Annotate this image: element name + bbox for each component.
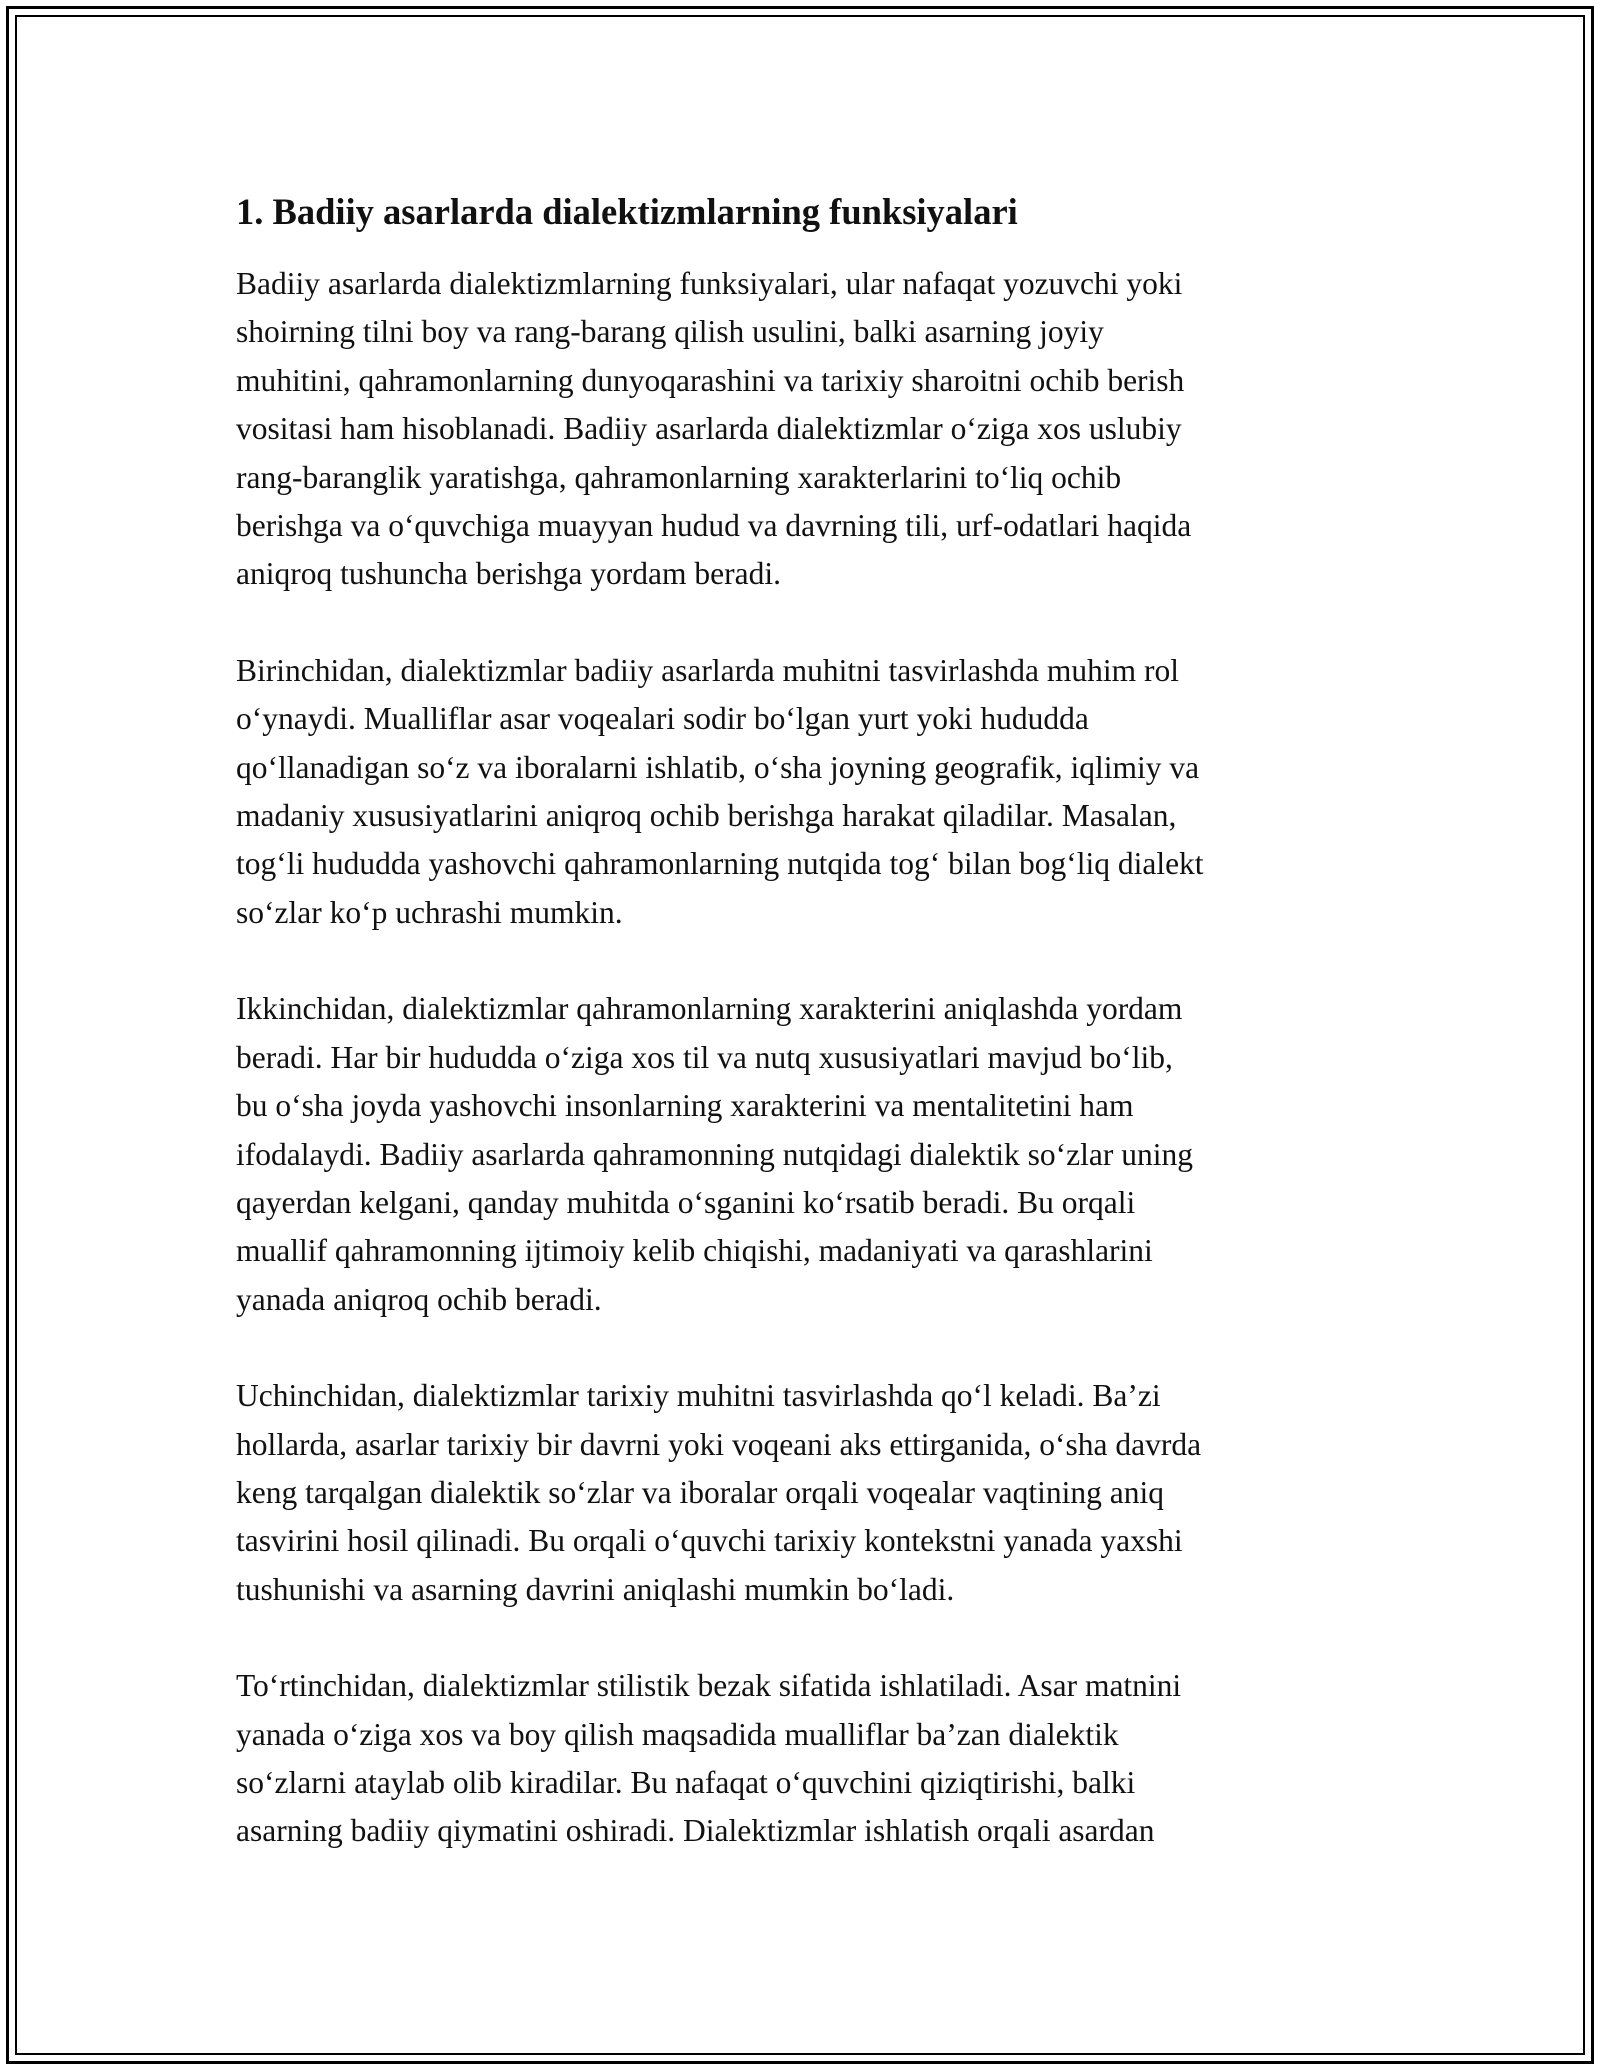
text-line: qayerdan kelgani, qanday muhitda o‘sganini ko‘rsatib beradi. Bu orqali — [236, 1184, 1136, 1220]
text-line: bu o‘sha joyda yashovchi insonlarning xarakterini va mentalitetini ham — [236, 1088, 1134, 1124]
text-line: tushunishi va asarning davrini aniqlashi mumkin bo‘ladi. — [236, 1571, 955, 1607]
text-line: rang-baranglik yaratishga, qahramonlarning xarakterlarini to‘liq ochib — [236, 459, 1122, 495]
text-line: Ikkinchidan, dialektizmlar qahramonlarning xarakterini aniqlashda yordam — [236, 991, 1183, 1027]
text-line: yanada aniqroq ochib beradi. — [236, 1281, 602, 1317]
text-line: berishga va o‘quvchiga muayyan hudud va davrning tili, urf-odatlari haqida — [236, 508, 1192, 544]
text-line: so‘zlarni ataylab olib kiradilar. Bu nafaqat o‘quvchini qiziqtirishi, balki — [236, 1764, 1136, 1800]
text-line: Birinchidan, dialektizmlar badiiy asarlarda muhitni tasvirlashda muhim rol — [236, 652, 1180, 688]
text-line: muallif qahramonning ijtimoiy kelib chiqishi, madaniyati va qarashlarini — [236, 1233, 1153, 1269]
text-line: vositasi ham hisoblanadi. Badiiy asarlarda dialektizmlar o‘ziga xos uslubiy — [236, 411, 1182, 447]
text-line: Badiiy asarlarda dialektizmlarning funksiyalari, ular nafaqat yozuvchi yoki — [236, 266, 1183, 301]
paragraph-2 — [236, 647, 1376, 937]
text-line: muhitini, qahramonlarning dunyoqarashini va tarixiy sharoitni ochib berish — [236, 362, 1185, 398]
text-line: asarning badiiy qiymatini oshiradi. Dialektizmlar ishlatish orqali asardan — [236, 1813, 1155, 1849]
paragraph-4 — [236, 1372, 1376, 1614]
text-line: Uchinchidan, dialektizmlar tarixiy muhitni tasvirlashda qo‘l keladi. Ba’zi — [236, 1378, 1161, 1414]
document-body — [236, 186, 1376, 1904]
text-line: tasvirini hosil qilinadi. Bu orqali o‘quvchi tarixiy kontekstni yanada yaxshi — [236, 1523, 1183, 1559]
text-line: ifodalaydi. Badiiy asarlarda qahramonning nutqidagi dialektik so‘zlar uning — [236, 1136, 1193, 1172]
text-line: o‘ynaydi. Mualliflar asar voqealari sodir bo‘lgan yurt yoki hududda — [236, 701, 1089, 737]
paragraph-1 — [236, 260, 1376, 599]
text-line: keng tarqalgan dialektik so‘zlar va iboralar orqali voqealar vaqtining aniq — [236, 1474, 1165, 1510]
paragraph-5 — [236, 1662, 1376, 1856]
paragraph-3 — [236, 985, 1376, 1324]
text-line: madaniy xususiyatlarini aniqroq ochib berishga harakat qiladilar. Masalan, — [236, 798, 1177, 834]
text-line: To‘rtinchidan, dialektizmlar stilistik bezak sifatida ishlatiladi. Asar matnini — [236, 1668, 1182, 1704]
text-line: hollarda, asarlar tarixiy bir davrni yoki voqeani aks ettirganida, o‘sha davrda — [236, 1426, 1202, 1462]
text-line: tog‘li hududda yashovchi qahramonlarning nutqida tog‘ bilan bog‘liq dialekt — [236, 846, 1204, 882]
text-line: qo‘llanadigan so‘z va iboralarni ishlatib, o‘sha joyning geografik, iqlimiy va — [236, 749, 1200, 785]
text-line: beradi. Har bir hududda o‘ziga xos til va nutq xususiyatlari mavjud bo‘lib, — [236, 1039, 1173, 1075]
text-line: yanada o‘ziga xos va boy qilish maqsadida mualliflar ba’zan dialektik — [236, 1716, 1119, 1752]
text-line: so‘zlar ko‘p uchrashi mumkin. — [236, 894, 623, 930]
text-line: shoirning tilni boy va rang-barang qilish usulini, balki asarning joyiy — [236, 314, 1104, 350]
text-line: aniqroq tushuncha berishga yordam beradi. — [236, 556, 781, 592]
section-heading: 1. Badiiy asarlarda dialektizmlarning funksiyalari — [236, 191, 1018, 232]
